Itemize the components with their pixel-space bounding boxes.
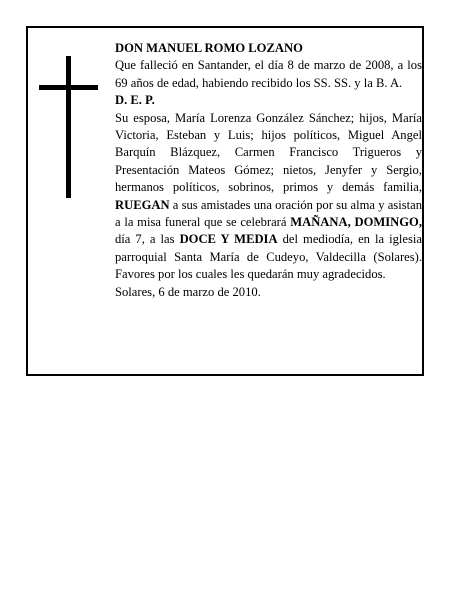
family-request [115,110,422,284]
place-and-date: Solares, 6 de marzo de 2010. [115,284,261,299]
mass-time: DOCE Y MEDIA [179,232,278,247]
ruegan-label: RUEGAN [115,197,170,212]
cross-horizontal-bar [39,85,98,90]
family-list: Su esposa, María Lorenza González Sánchez; hijos, María Victoria, Esteban y Luis; hijos políticos, Miguel Angel Barquín Blázquez, Carmen Francisco Trigueros y Presentación Mateos Gómez; nietos, Jenyfer y Sergio, hermanos políticos, sobrinos, primos y demás familia, [115,110,422,195]
request-text-3: del mediodía, en la iglesia parroquial Santa María de Cudeyo, Valdecilla (Solares). Favores por los cuales les quedarán muy agradecidos. [115,232,422,282]
death-announcement: Que falleció en Santander, el día 8 de marzo de 2008, a los 69 años de edad, habiendo recibido los SS. SS. y la B. A. [115,58,422,90]
deceased-name: DON MANUEL ROMO LOZANO [115,41,303,55]
rest-in-peace: D. E. P. [115,93,155,108]
request-text-2: día 7, a las [115,232,180,247]
obituary-text [115,40,422,301]
request-text-1: a sus amistades una oración por su alma y asistan a la misa funeral que se celebrará [115,197,422,230]
mass-day: MAÑANA, DOMINGO, [290,215,422,230]
obituary-notice [26,26,424,376]
cross-vertical-bar [66,56,71,198]
